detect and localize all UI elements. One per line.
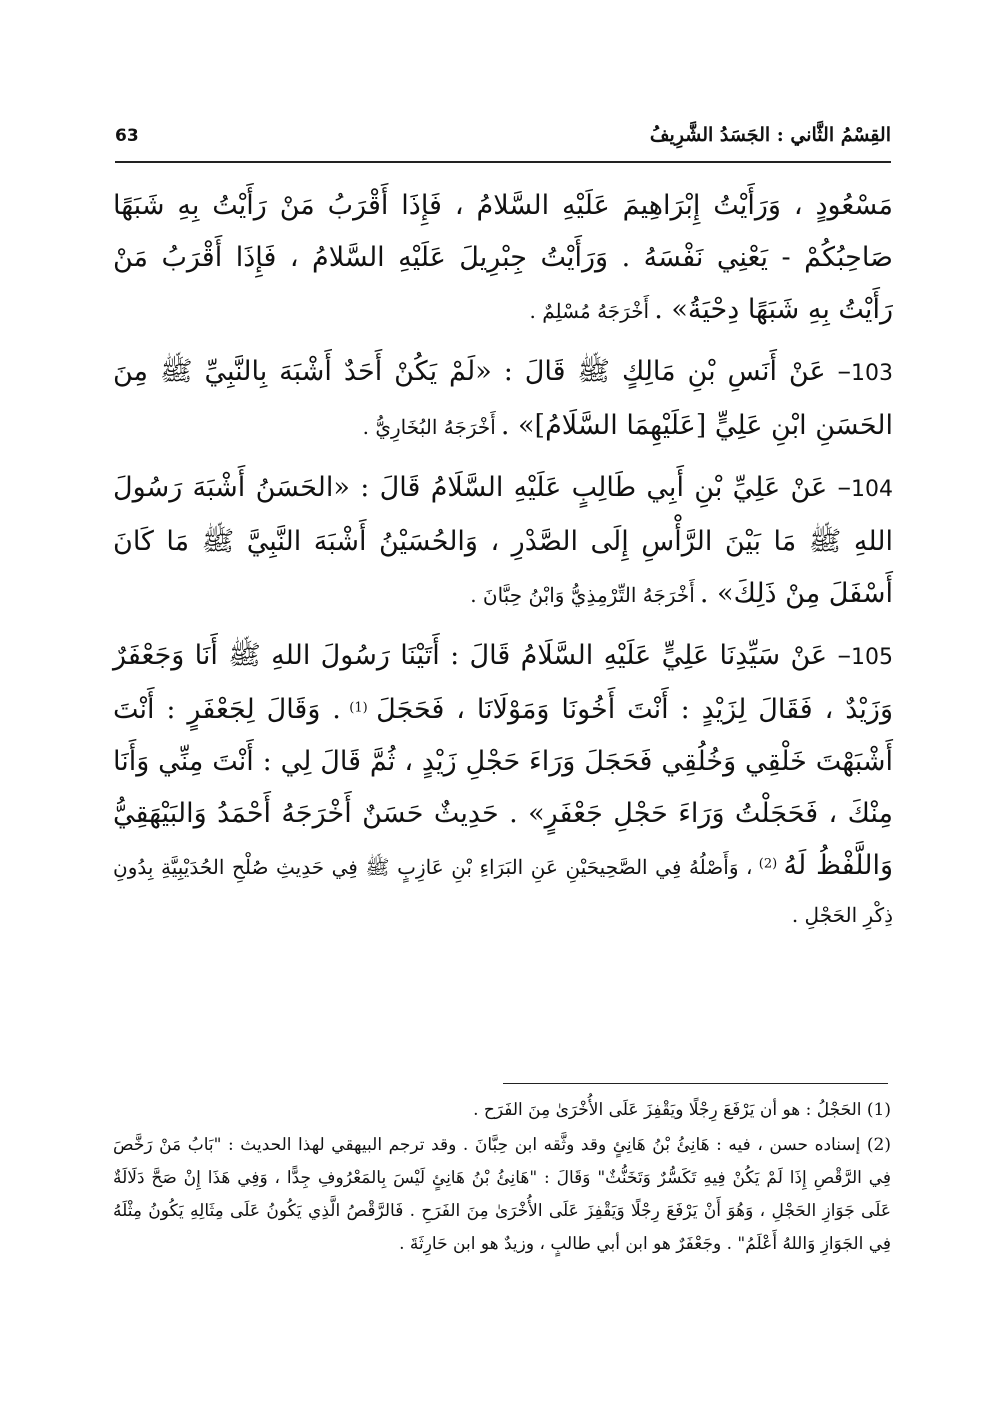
hadith-source: ، وَأَصْلُهُ فِي الصَّحِيحَيْنِ عَنِ البَرَاءِ بْنِ عَازِبٍ ﷺ فِي حَدِيثِ صُلْحِ الحُدَيْبِيَّةِ بِدُونِ ذِكْرِ الحَجْلِ .: [113, 855, 893, 927]
chapter-title: القِسْمُ الثَّاني : الجَسَدُ الشَّرِيفُ: [649, 124, 891, 146]
hadith-103: [113, 346, 893, 452]
hadith-105: [113, 630, 893, 938]
footnote-1: [113, 1094, 891, 1127]
footnote-text: الحَجْلُ : هو أن يَرْفَعَ رِجْلًا ويَقْفِزَ عَلَى الأُخْرَىٰ مِنَ الفَرَح .: [473, 1100, 862, 1120]
footnote-label: (2): [866, 1135, 891, 1155]
header-divider: [115, 161, 891, 163]
main-text: [113, 180, 893, 948]
hadith-source: أَخْرَجَهُ التِّرْمِذِيُّ وَابْنُ حِبَّانَ .: [470, 583, 695, 607]
footnote-text: إسناده حسن ، فيه : هَانِئُ بْنُ هَانِئٍ وقد وثَّقه ابن حِبَّانَ . وقد ترجم البيهقي لهذا الحديث : "بَابُ مَنْ رَخَّصَ فِي الرَّقْصِ إِذَا لَمْ يَكُنْ فِيهِ تَكَسُّرٌ وَتَخَنُّثٌ" وَقَالَ : "هَانِئُ بْنُ هَانِئٍ لَيْسَ بِالمَعْرُوفِ جِدًّا ، وَفِي هَذَا إِنْ صَحَّ دَلَالَةٌ عَلَى جَوَازِ الحَجْلِ ، وَهُوَ أَنْ يَرْفَعَ رِجْلًا وَيَقْفِزَ عَلَى الأُخْرَىٰ مِنَ الفَرَحِ . فَالرَّقْصُ الَّذِي يَكُونُ عَلَى مِثَالِهِ يَكُونُ مِثْلَهُ فِي الجَوَازِ وَاللهُ أَعْلَمُ" . وجَعْفَرٌ هو ابن أبي طالبٍ ، وزيدٌ هو ابن حَارِثَةَ .: [113, 1135, 891, 1254]
footnote-divider: [503, 1083, 888, 1084]
footnotes: [113, 1094, 891, 1263]
hadith-104: [113, 462, 893, 620]
page-header: [115, 118, 891, 158]
footnote-ref-2[interactable]: (2): [758, 856, 778, 872]
hadith-102-continuation: [113, 180, 893, 336]
hadith-text: – عَنْ أَنَسِ بْنِ مَالِكٍ ﷺ قَالَ : «لَمْ يَكُنْ أَحَدٌ أَشْبَهَ بِالنَّبِيِّ ﷺ مِنَ الحَسَنِ ابْنِ عَلِيٍّ [عَلَيْهِمَا السَّلَامُ]» .: [113, 356, 893, 441]
hadith-text: – عَنْ عَلِيِّ بْنِ أَبِي طَالِبٍ عَلَيْهِ السَّلَامُ قَالَ : «الحَسَنُ أَشْبَهَ رَسُولَ اللهِ ﷺ مَا بَيْنَ الرَّأْسِ إِلَى الصَّدْرِ ، وَالحُسَيْنُ أَشْبَهَ النَّبِيَّ ﷺ مَا كَانَ أَسْفَلَ مِنْ ذَلِكَ» .: [113, 472, 893, 609]
hadith-text-cont: . وَقَالَ لِجَعْفَرٍ : أَنْتَ أَشْبَهْتَ خَلْقِي وَخُلُقِي فَحَجَلَ وَرَاءَ حَجْلِ زَيْدٍ ، ثُمَّ قَالَ لِي : أَنْتَ مِنِّي وَأَنَا مِنْكَ ، فَحَجَلْتُ وَرَاءَ حَجْلِ جَعْفَرٍ» . حَدِيثٌ حَسَنٌ أَخْرَجَهُ أَحْمَدُ وَالبَيْهَقِيُّ وَاللَّفْظُ لَهُ: [113, 694, 894, 881]
footnote-label: (1): [866, 1100, 891, 1120]
page-number: 63: [115, 126, 139, 146]
footnote-ref-1[interactable]: (1): [349, 700, 368, 716]
hadith-source: أَخْرَجَهُ مُسْلِمٌ .: [529, 299, 650, 323]
hadith-text: مَسْعُودٍ ، وَرَأَيْتُ إِبْرَاهِيمَ عَلَيْهِ السَّلامُ ، فَإِذَا أَقْرَبُ مَنْ رَأَيْتُ بِهِ شَبَهًا صَاحِبُكُمْ - يَعْنِي نَفْسَهُ . وَرَأَيْتُ جِبْرِيلَ عَلَيْهِ السَّلامُ ، فَإِذَا أَقْرَبُ مَنْ رَأَيْتُ بِهِ شَبَهًا دِحْيَةُ» .: [113, 190, 893, 325]
hadith-source: أَخْرَجَهُ البُخَارِيُّ .: [362, 415, 496, 439]
hadith-number: 103: [851, 361, 893, 386]
hadith-text: – عَنْ سَيِّدِنَا عَلِيٍّ عَلَيْهِ السَّلَامُ قَالَ : أَتَيْنَا رَسُولَ اللهِ ﷺ أَنَا وَجَعْفَرٌ وَزَيْدٌ ، فَقَالَ لِزَيْدٍ : أَنْتَ أَخُونَا وَمَوْلَانَا ، فَحَجَلَ: [113, 640, 893, 725]
footnote-2: [113, 1129, 891, 1261]
hadith-number: 105: [851, 645, 893, 670]
hadith-number: 104: [851, 477, 893, 502]
